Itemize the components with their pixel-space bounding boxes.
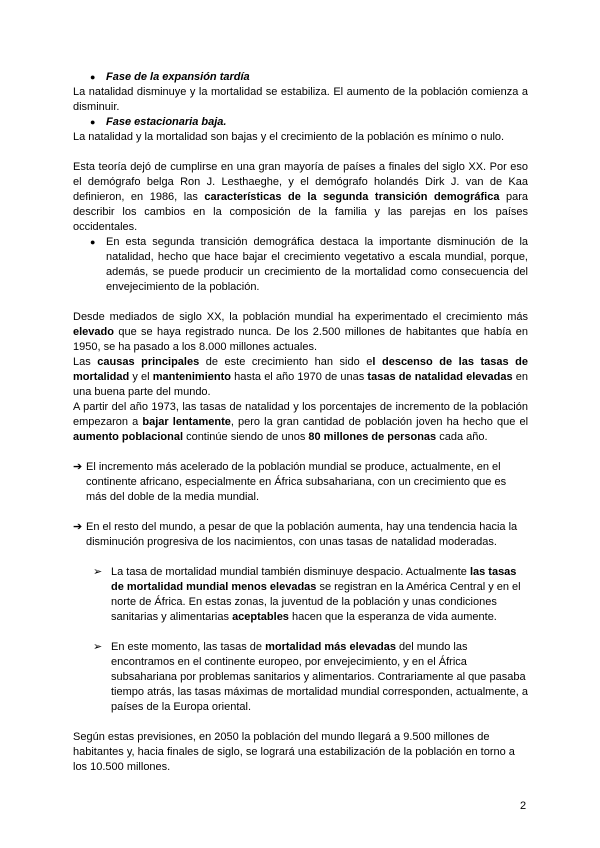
phase-late-title: Fase de la expansión tardía [106, 71, 250, 83]
document-page [73, 70, 528, 775]
bullet-second-transition [90, 235, 528, 295]
paragraph-forecast: Según estas previsiones, en 2050 la población del mundo llegará a 9.500 millones de habitantes y, hacia finales de siglo, se logrará una estabilización de la población en torno a los 10.500 millones. [73, 731, 515, 773]
arrow-item-rest [73, 520, 528, 550]
triangle-item-europe [93, 640, 528, 715]
phase-late-text: La natalidad disminuye y la mortalidad se estabiliza. El aumento de la población comienza a disminuir. [73, 86, 528, 113]
triangle-item-mortality [93, 565, 528, 625]
page-number: 2 [520, 800, 527, 812]
phase-low-text: La natalidad y la mortalidad son bajas y el crecimiento de la población es mínimo o nulo. [73, 131, 505, 143]
bullet-dot-icon: ● [90, 117, 96, 127]
triangle-arrow-icon: ➢ [93, 641, 103, 653]
triangle-arrow-icon: ➢ [93, 566, 103, 578]
paragraph-growth: Desde mediados de siglo XX, la población mundial ha experimentado el crecimiento más elevado que se haya registrado nunca. De los 2.500 millones de habitantes que había en 1950, se ha pasado a los 8.000 millones actuales. [73, 311, 528, 353]
paragraph-1973: A partir del año 1973, las tasas de natalidad y los porcentajes de incremento de la población empezaron a bajar lentamente, pero la gran cantidad de población joven ha hecho que el aumento poblacional continúe siendo de unos 80 millones de personas cada año. [73, 401, 529, 443]
paragraph-theory: Esta teoría dejó de cumplirse en una gran mayoría de países a finales del siglo XX. Por eso el demógrafo belga Ron J. Lesthaeghe, y el demógrafo holandés Dirk J. van de Kaa definieron, en 1986, las características de la segunda transición demográfica para describir los cambios en la composición de la familia y las parejas en los países occidentales. [73, 161, 529, 233]
arrow-right-icon: ➔ [73, 521, 83, 533]
phase-low-heading [90, 115, 528, 130]
arrow-item-africa [73, 460, 528, 505]
arrow-item-africa-text: El incremento más acelerado de la población mundial se produce, actualmente, en el continente africano, especialmente en África subsahariana, con un crecimiento que es más del doble de la media mundial. [86, 461, 507, 503]
triangle-item-mortality-text: La tasa de mortalidad mundial también disminuye despacio. Actualmente las tasas de mortalidad mundial menos elevadas se registran en la América Central y en el norte de África. En estas zonas, la juventud de la población y unas condiciones sanitarias y alimentarias aceptables hacen que la esperanza de vida aumente. [111, 566, 521, 623]
triangle-item-europe-text: En este momento, las tasas de mortalidad más elevadas del mundo las encontramos en el continente europeo, por envejecimiento, y en el África subsahariana por problemas sanitarios y alimentarios. Contrariamente al que pasaba tiempo atrás, las tasas máximas de mortalidad mundial corresponden, actualmente, a países de la Europa oriental. [111, 641, 528, 713]
arrow-right-icon: ➔ [73, 461, 83, 473]
bullet-second-transition-text: En esta segunda transición demográfica destaca la importante disminución de la natalidad, hecho que hace bajar el crecimiento vegetativo a escala mundial, porque, además, se puede producir un crecimiento de la mortalidad como consecuencia del envejecimiento de la población. [106, 236, 528, 293]
bullet-dot-icon: ● [90, 237, 96, 247]
phase-low-title: Fase estacionaria baja. [106, 116, 227, 128]
arrow-item-rest-text: En el resto del mundo, a pesar de que la población aumenta, hay una tendencia hacia la disminución progresiva de los nacimientos, con unas tasas de natalidad moderadas. [86, 521, 518, 548]
phase-late-heading [90, 70, 528, 85]
paragraph-causes: Las causas principales de este crecimiento han sido el descenso de las tasas de mortalidad y el mantenimiento hasta el año 1970 de unas tasas de natalidad elevadas en una buena parte del mundo. [73, 356, 528, 398]
bullet-dot-icon: ● [90, 72, 96, 82]
